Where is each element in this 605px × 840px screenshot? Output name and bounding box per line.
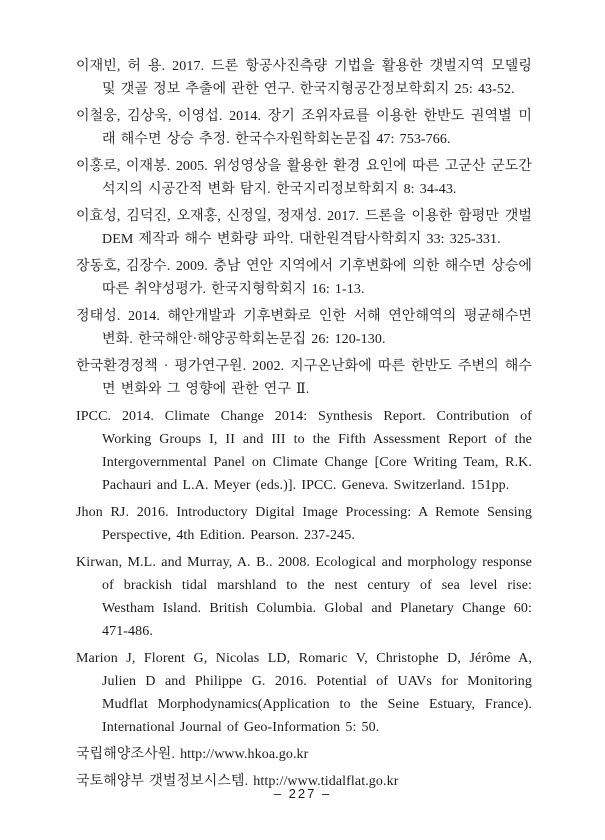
reference-list [76, 55, 532, 793]
reference-entry: 이홍로, 이재봉. 2005. 위성영상을 활용한 환경 요인에 따른 고군산 군도간석지의 시공간적 변화 탐지. 한국지리정보학회지 8: 34-43. [76, 159, 532, 197]
reference-entry: IPCC. 2014. Climate Change 2014: Synthesis Report. Contribution of Working Groups I, II and III to the Fifth Assessment Report of the Intergovernmental Panel on Climate Change [Core Writing Team, R.K. Pachauri and L.A. Meyer (eds.)]. IPCC. Geneva. Switzerland. 151pp. [76, 409, 532, 493]
reference-entry: Kirwan, M.L. and Murray, A. B.. 2008. Ecological and morphology response of brackish tidal marshland to the nest century of sea level rise: Westham Island. British Columbia. Global and Planetary Change 60: 471-486. [76, 555, 532, 639]
reference-entry: Marion J, Florent G, Nicolas LD, Romaric V, Christophe D, Jérôme A, Julien D and Philippe G. 2016. Potential of UAVs for Monitoring Mudflat Morphodynamics(Application to the Seine Estuary, France). International Journal of Geo-Information 5: 50. [76, 651, 532, 735]
reference-entry: Jhon RJ. 2016. Introductory Digital Image Processing: A Remote Sensing Perspective, 4th Edition. Pearson. 237-245. [76, 505, 532, 543]
reference-entry: 이철웅, 김상욱, 이영섭. 2014. 장기 조위자료를 이용한 한반도 권역별 미래 해수면 상승 추정. 한국수자원학회논문집 47: 753-766. [76, 109, 532, 147]
reference-entry: 장동호, 김장수. 2009. 충남 연안 지역에서 기후변화에 의한 해수면 상승에 따른 취약성평가. 한국지형학회지 16: 1-13. [76, 259, 532, 297]
page-number: – 227 – [273, 786, 332, 801]
reference-entry: 국립해양조사원. http://www.hkoa.go.kr [76, 747, 309, 762]
reference-entry: 이효성, 김덕진, 오재홍, 신정일, 정재성. 2017. 드론을 이용한 함평만 갯벌 DEM 제작과 해수 변화량 파악. 대한원격탐사학회지 33: 325-331. [76, 209, 532, 247]
reference-entry: 정태성. 2014. 해안개발과 기후변화로 인한 서해 연안해역의 평균해수면 변화. 한국해안·해양공학회논문집 26: 120-130. [76, 309, 532, 347]
reference-entry: 국토해양부 갯벌정보시스템. http://www.tidalflat.go.kr [76, 774, 399, 789]
reference-entry: 한국환경정책 · 평가연구원. 2002. 지구온난화에 따른 한반도 주변의 해수면 변화와 그 영향에 관한 연구 Ⅱ. [76, 359, 532, 397]
reference-entry: 이재빈, 허 용. 2017. 드론 항공사진측량 기법을 활용한 갯벌지역 모델링 및 갯골 정보 추출에 관한 연구. 한국지형공간정보학회지 25: 43-52. [76, 59, 532, 97]
